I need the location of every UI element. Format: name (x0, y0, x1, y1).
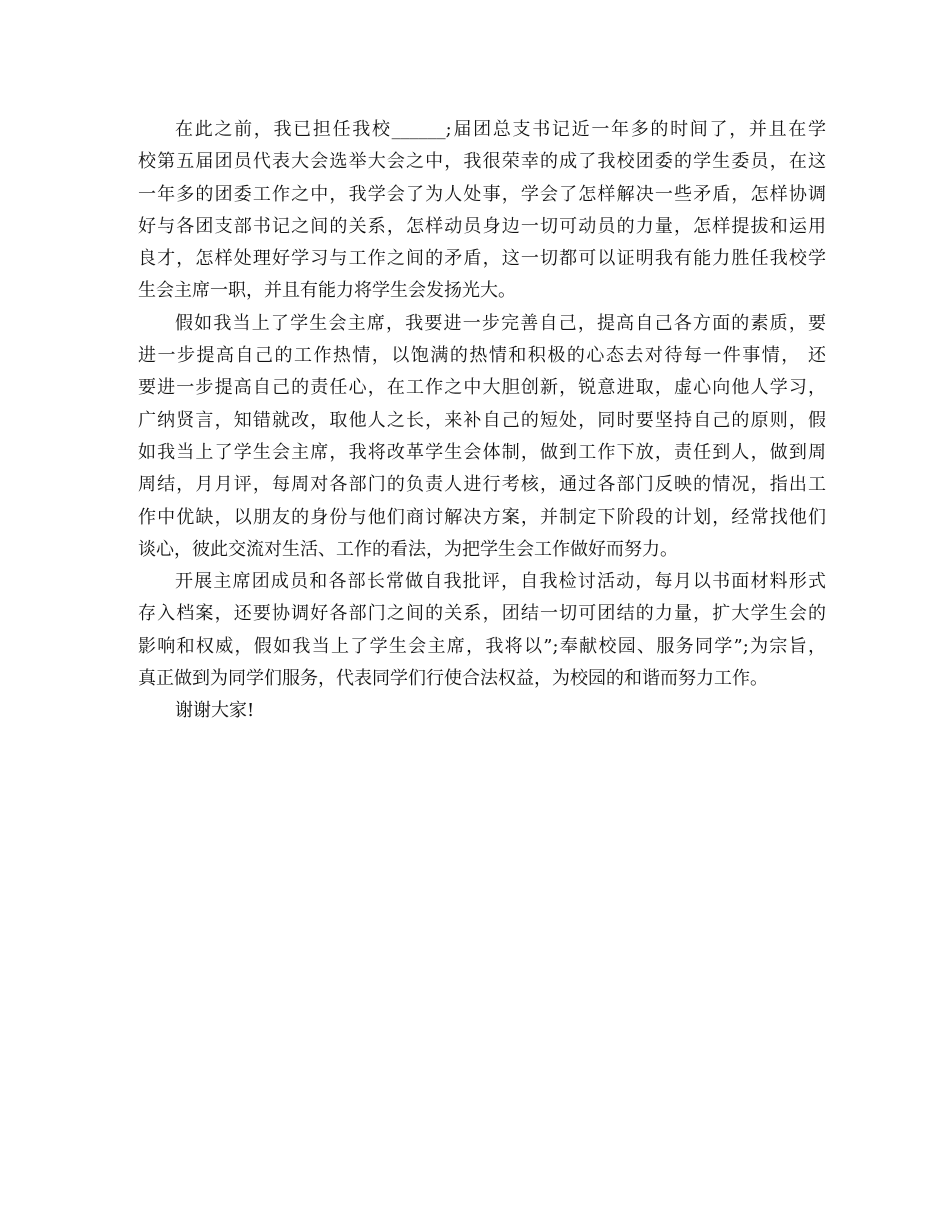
text-line: 良才，怎样处理好学习与工作之间的矛盾，这一切都可以证明我有能力胜任我校学 (138, 248, 826, 270)
text-line: 好与各团支部书记之间的关系，怎样动员身边一切可动员的力量，怎样提拔和运用 (138, 215, 826, 237)
text-line: 广纳贤言，知错就改，取他人之长，来补自己的短处，同时要坚持自己的原则，假 (138, 409, 826, 431)
paragraph-plans (138, 308, 826, 566)
text-line: 在此之前，我已担任我校______;届团总支书记近一年多的时间了，并且在学 (175, 119, 826, 140)
text-line: 生会主席一职，并且有能力将学生会发扬光大。 (138, 280, 516, 302)
text-line: 进一步提高自己的工作热情，以饱满的热情和积极的心态去对待每一件事情， 还 (138, 345, 826, 367)
text-line: 作中优缺，以朋友的身份与他们商讨解决方案，并制定下阶段的计划，经常找他们 (138, 506, 826, 528)
text-line: 存入档案，还要协调好各部门之间的关系，团结一切可团结的力量，扩大学生会的 (138, 603, 826, 625)
text-line: 影响和权威，假如我当上了学生会主席，我将以”;奉献校园、服务同学”;为宗旨， (138, 635, 826, 657)
document-body (138, 114, 826, 728)
text-line: 一年多的团委工作之中，我学会了为人处事，学会了怎样解决一些矛盾，怎样协调 (138, 183, 826, 205)
text-line: 校第五届团员代表大会选举大会之中，我很荣幸的成了我校团委的学生委员，在这 (138, 151, 826, 173)
text-line: 周结，月月评，每周对各部门的负责人进行考核，通过各部门反映的情况，指出工 (138, 474, 826, 496)
paragraph-experience (138, 114, 826, 308)
text-line: 开展主席团成员和各部长常做自我批评，自我检讨活动，每月以书面材料形式 (175, 571, 826, 593)
text-line: 要进一步提高自己的责任心，在工作之中大胆创新，锐意进取，虚心向他人学习， (138, 377, 826, 399)
paragraph-closing (138, 695, 826, 727)
text-line: 假如我当上了学生会主席，我要进一步完善自己，提高自己各方面的素质，要 (175, 312, 826, 334)
text-line: 真正做到为同学们服务，代表同学们行使合法权益，为校园的和谐而努力工作。 (138, 668, 768, 690)
text-line: 谈心，彼此交流对生活、工作的看法，为把学生会工作做好而努力。 (138, 538, 678, 560)
paragraph-commitment (138, 566, 826, 695)
text-line: 如我当上了学生会主席，我将改革学生会体制，做到工作下放，责任到人，做到周 (138, 441, 826, 463)
closing-line: 谢谢大家! (175, 700, 255, 722)
